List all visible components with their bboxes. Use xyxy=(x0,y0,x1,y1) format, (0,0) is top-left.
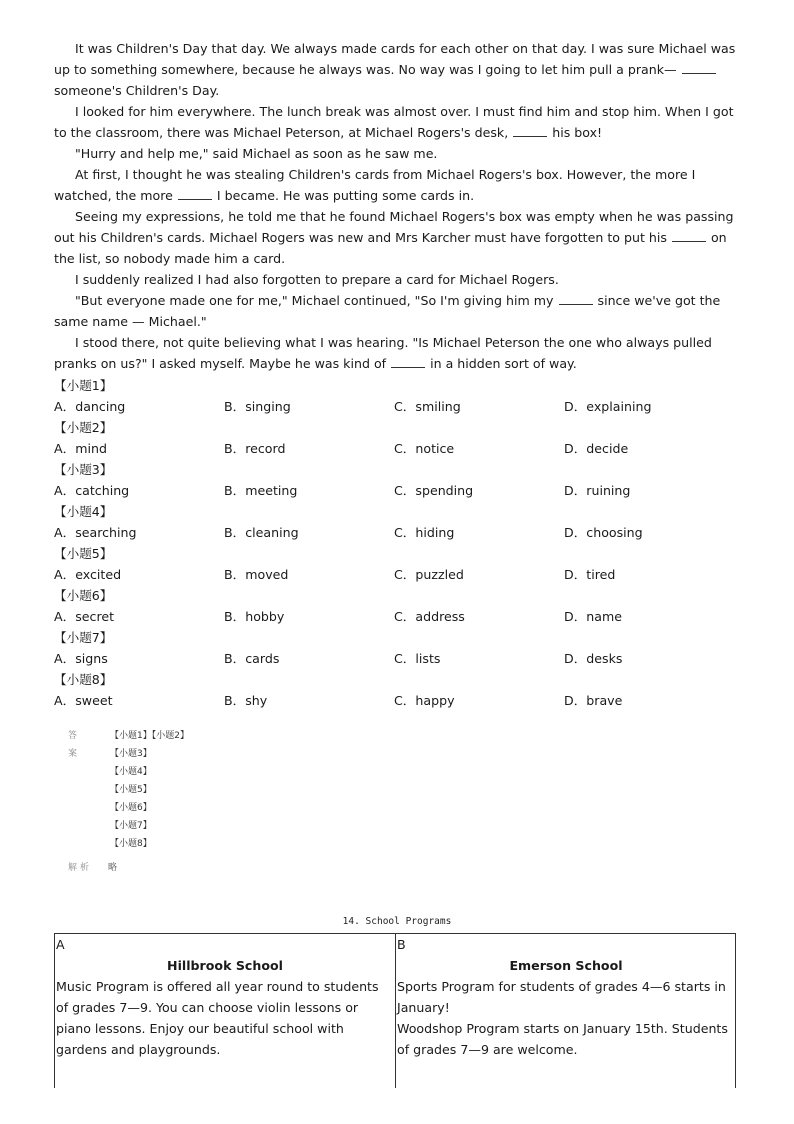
option-b[interactable]: B．meeting xyxy=(224,483,298,498)
passage-paragraph: Seeing my expressions, he told me that he found Michael Rogers's box was empty when he was passing out his Children's cards. Michael Rogers was new and Mrs Karcher must have forgotten to put his on the list, so nobody made him a card. xyxy=(54,209,734,266)
passage-paragraph: "Hurry and help me," said Michael as soon as he saw me. xyxy=(75,146,438,161)
program-text: Woodshop Program starts on January 15th. Students of grades 7—9 are welcome. xyxy=(397,1021,728,1057)
answer-line: 【小题1】【小题2】 xyxy=(110,731,189,741)
blank-4 xyxy=(672,229,706,242)
blank-2 xyxy=(513,124,547,137)
option-d[interactable]: D．explaining xyxy=(564,399,652,414)
option-row xyxy=(54,564,744,585)
option-a[interactable]: A．excited xyxy=(54,567,122,582)
option-d[interactable]: D．choosing xyxy=(564,525,643,540)
option-a[interactable]: A．mind xyxy=(54,441,107,456)
question-label: 【小题7】 xyxy=(54,630,113,645)
question-label: 【小题2】 xyxy=(54,420,113,435)
school-name: Emerson School xyxy=(509,958,623,973)
section-title: 14. School Programs xyxy=(342,916,452,927)
column-letter: A xyxy=(56,937,65,952)
option-a[interactable]: A．dancing xyxy=(54,399,126,414)
blank-3 xyxy=(178,187,212,200)
question-label: 【小题8】 xyxy=(54,672,113,687)
option-b[interactable]: B．hobby xyxy=(224,609,285,624)
passage-paragraph: "But everyone made one for me," Michael continued, "So I'm giving him my since we've got the same name — Michael." xyxy=(54,293,721,329)
option-row xyxy=(54,690,744,711)
answer-line: 【小题3】 xyxy=(110,749,152,759)
option-d[interactable]: D．name xyxy=(564,609,623,624)
option-c[interactable]: C．address xyxy=(394,609,465,624)
reading-passage xyxy=(54,38,744,374)
analysis-label: 解析 xyxy=(68,863,93,873)
option-b[interactable]: B．record xyxy=(224,441,286,456)
option-c[interactable]: C．hiding xyxy=(394,525,455,540)
passage-paragraph: I suddenly realized I had also forgotten to prepare a card for Michael Rogers. xyxy=(75,272,559,287)
answer-label: 答案 xyxy=(68,731,81,759)
option-c[interactable]: C．puzzled xyxy=(394,567,464,582)
analysis-section xyxy=(68,860,118,873)
option-d[interactable]: D．tired xyxy=(564,567,616,582)
question-label: 【小题6】 xyxy=(54,588,113,603)
passage-paragraph: I stood there, not quite believing what I was hearing. "Is Michael Peterson the one who always pulled pranks on us?" I asked myself. Maybe he was kind of in a hidden sort of way. xyxy=(54,335,712,371)
option-c[interactable]: C．smiling xyxy=(394,399,461,414)
option-b[interactable]: B．singing xyxy=(224,399,291,414)
option-row xyxy=(54,522,744,543)
question-label: 【小题5】 xyxy=(54,546,113,561)
option-b[interactable]: B．moved xyxy=(224,567,289,582)
question-label: 【小题4】 xyxy=(54,504,113,519)
option-a[interactable]: A．secret xyxy=(54,609,115,624)
table-column-b xyxy=(395,934,736,1088)
option-row xyxy=(54,648,744,669)
table-column-a xyxy=(55,934,395,1088)
blank-1 xyxy=(682,61,716,74)
option-a[interactable]: A．catching xyxy=(54,483,130,498)
answer-line: 【小题7】 xyxy=(110,821,152,831)
answer-line: 【小题6】 xyxy=(110,803,152,813)
passage-paragraph: I looked for him everywhere. The lunch break was almost over. I must find him and stop him. When I got to the classroom, there was Michael Peterson, at Michael Rogers's desk, his box! xyxy=(54,104,734,140)
option-a[interactable]: A．sweet xyxy=(54,693,113,708)
option-c[interactable]: C．spending xyxy=(394,483,474,498)
school-name: Hillbrook School xyxy=(167,958,283,973)
blank-6 xyxy=(391,355,425,368)
option-d[interactable]: D．ruining xyxy=(564,483,631,498)
option-d[interactable]: D．brave xyxy=(564,693,623,708)
option-c[interactable]: C．lists xyxy=(394,651,441,666)
program-text: Sports Program for students of grades 4—6 starts in January! xyxy=(397,979,726,1015)
option-row xyxy=(54,606,744,627)
passage-paragraph: At first, I thought he was stealing Children's cards from Michael Rogers's box. However, the more I watched, the more I became. He was putting some cards in. xyxy=(54,167,696,203)
question-label: 【小题1】 xyxy=(54,378,113,393)
column-letter: B xyxy=(397,937,406,952)
question-list xyxy=(54,375,744,711)
option-row xyxy=(54,480,744,501)
option-row xyxy=(54,438,744,459)
programs-table xyxy=(54,933,736,1088)
option-c[interactable]: C．notice xyxy=(394,441,455,456)
program-text: Music Program is offered all year round to students of grades 7—9. You can choose violin lessons or piano lessons. Enjoy our beautiful school with gardens and playgrounds. xyxy=(56,979,379,1057)
option-b[interactable]: B．cards xyxy=(224,651,280,666)
question-label: 【小题3】 xyxy=(54,462,113,477)
option-b[interactable]: B．cleaning xyxy=(224,525,299,540)
answer-line: 【小题4】 xyxy=(110,767,152,777)
answer-list xyxy=(110,727,189,853)
analysis-value: 略 xyxy=(108,863,118,873)
option-c[interactable]: C．happy xyxy=(394,693,455,708)
option-d[interactable]: D．decide xyxy=(564,441,629,456)
option-b[interactable]: B．shy xyxy=(224,693,268,708)
option-d[interactable]: D．desks xyxy=(564,651,623,666)
passage-paragraph: It was Children's Day that day. We always made cards for each other on that day. I was sure Michael was up to something somewhere, because he always was. No way was I going to let him pull a prank—someone's Children's Day. xyxy=(54,41,736,98)
option-a[interactable]: A．signs xyxy=(54,651,108,666)
answer-line: 【小题8】 xyxy=(110,839,152,849)
option-a[interactable]: A．searching xyxy=(54,525,137,540)
answer-line: 【小题5】 xyxy=(110,785,152,795)
blank-5 xyxy=(559,292,593,305)
option-row xyxy=(54,396,744,417)
